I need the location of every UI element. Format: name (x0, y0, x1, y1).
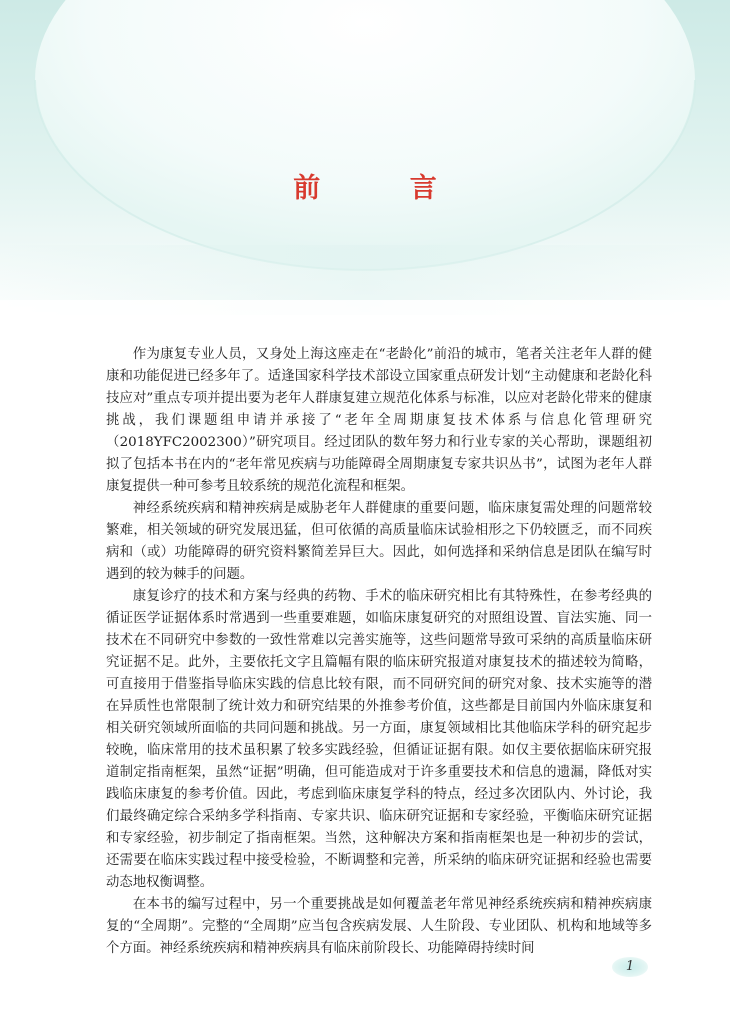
paragraph-4: 在本书的编写过程中，另一个重要挑战是如何覆盖老年常见神经系统疾病和精神疾病康复的“全周期”。完整的“全周期”应当包含疾病发展、人生阶段、专业团队、机构和地域等多个方面。神经系统疾病和精神疾病具有临床前阶段长、功能障碍持续时间 (106, 897, 652, 956)
preface-body (106, 344, 652, 960)
paragraph-1: 作为康复专业人员，又身处上海这座走在“老龄化”前沿的城市，笔者关注老年人群的健康和功能促进已经多年了。适逢国家科学技术部设立国家重点研发计划“主动健康和老龄化科技应对”重点专项并提出要为老年人群康复建立规范化体系与标准，以应对老龄化带来的健康挑战，我们课题组申请并承接了“老年全周期康复技术体系与信息化管理研究（2018YFC2002300）”研究项目。经过团队的数年努力和行业专家的关心帮助，课题组初拟了包括本书在内的“老年常见疾病与功能障碍全周期康复专家共识丛书”，试图为老年人群康复提供一种可参考且较系统的规范化流程和框架。 (106, 347, 652, 494)
page-title: 前 言 (293, 173, 477, 204)
paragraph-3: 康复诊疗的技术和方案与经典的药物、手术的临床研究相比有其特殊性，在参考经典的循证医学证据体系时常遇到一些重要难题，如临床康复研究的对照组设置、盲法实施、同一技术在不同研究中参数的一致性常难以完善实施等，这些问题常导致可采纳的高质量临床研究证据不足。此外，主要依托文字且篇幅有限的临床研究报道对康复技术的描述较为简略，可直接用于借鉴指导临床实践的信息比较有限，而不同研究间的研究对象、技术实施等的潜在异质性也常限制了统计效力和研究结果的外推参考价值，这些都是目前国内外临床康复和相关研究领域所面临的共同问题和挑战。另一方面，康复领域相比其他临床学科的研究起步较晚，临床常用的技术虽积累了较多实践经验，但循证证据有限。如仅主要依据临床研究报道制定指南框架，虽然“证据”明确，但可能造成对于许多重要技术和信息的遗漏，降低对实践临床康复的参考价值。因此，考虑到临床康复学科的特点，经过多次团队内、外讨论，我们最终确定综合采纳多学科指南、专家共识、临床研究证据和专家经验，平衡临床研究证据和专家经验，初步制定了指南框架。当然，这种解决方案和指南框架也是一种初步的尝试，还需要在临床实践过程中接受检验，不断调整和完善，所采纳的临床研究证据和经验也需要动态地权衡调整。 (106, 589, 652, 890)
paragraph-2: 神经系统疾病和精神疾病是威胁老年人群健康的重要问题，临床康复需处理的问题常较繁难，相关领域的研究发展迅猛，但可依循的高质量临床试验相形之下仍较匮乏，而不同疾病和（或）功能障碍的研究资料繁简差异巨大。因此，如何选择和采纳信息是团队在编写时遇到的较为棘手的问题。 (106, 501, 652, 582)
page-number: 1 (612, 957, 648, 977)
